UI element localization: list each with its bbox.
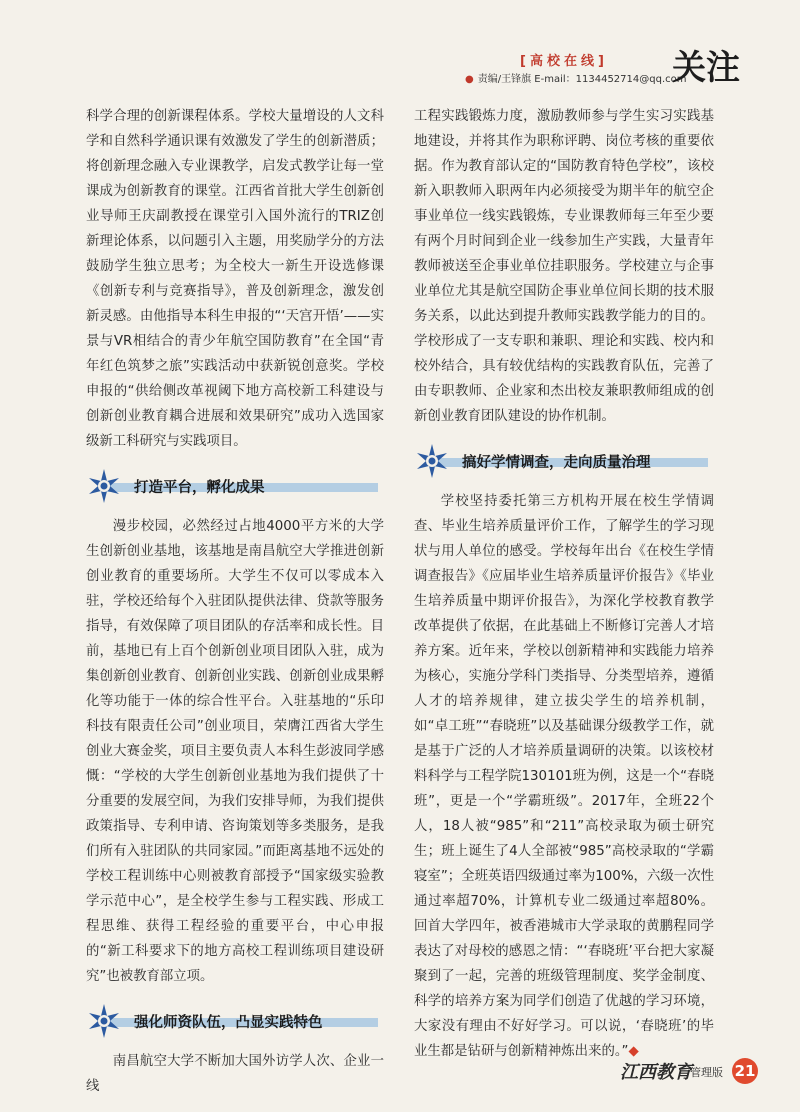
page-header xyxy=(0,0,800,90)
paragraph: 工程实践锻炼力度，激励教师参与学生实习实践基地建设，并将其作为职称评聘、岗位考核的重要依据。作为教育部认定的“国防教育特色学校”，该校新入职教师入职两年内必须接受为期半年的航空企事业单位一线实践锻炼，专业课教师每三年至少要有两个月时间到企业一线参加生产实践，大量青年教师被送至企事业单位挂职服务。学校建立与企事业单位尤其是航空国防企事业单位间长期的技术服务关系，以此达到提升教师实践教学能力的目的。学校形成了一支专职和兼职、理论和实践、校内和校外结合，具有较优结构的实践教育队伍，完善了由专职教师、企业家和杰出校友兼职教师组成的创新创业教育团队建设的协作机制。 xyxy=(414,109,714,424)
left-column xyxy=(86,104,384,1099)
section-heading xyxy=(86,1003,384,1039)
section-title: 打造平台，孵化成果 xyxy=(134,480,265,496)
sun-star-icon xyxy=(86,1003,122,1039)
page-footer xyxy=(620,1058,780,1088)
magazine-name: 江西教育 xyxy=(620,1062,692,1083)
editor-line xyxy=(465,70,687,85)
section-heading xyxy=(414,443,714,479)
editor-text: 责编/王锋旗 E-mail：1134452714@qq.com xyxy=(477,74,687,85)
paragraph: 科学合理的创新课程体系。学校大量增设的人文科学和自然科学通识课有效激发了学生的创新潜质；将创新理念融入专业课教学，启发式教学让每一堂课成为创新教育的课堂。江西省首批大学生创新创业导师王庆副教授在课堂引入国外流行的TRIZ创新理论体系，以问题引入主题，用奖励学分的方法鼓励学生独立思考；为全校大一新生开设选修课《创新专利与竞赛指导》，普及创新理念，激发创新灵感。由他指导本科生申报的“‘天宫开悟’——实景与VR相结合的青少年航空国防教育”在全国“青年红色筑梦之旅”实践活动中获新锐创意奖。学校申报的“供给侧改革视阈下地方高校新工科建设与创新创业教育耦合进展和效果研究”成功入选国家级新工科研究与实践项目。 xyxy=(86,109,384,449)
column-brand-text: 关注 xyxy=(672,48,740,88)
sun-star-icon xyxy=(414,443,450,479)
end-mark-icon: ◆ xyxy=(628,1044,639,1059)
section-heading xyxy=(86,468,384,504)
paragraph xyxy=(414,489,714,1064)
page-number: 21 xyxy=(732,1058,758,1084)
sun-star-icon xyxy=(86,468,122,504)
right-column xyxy=(414,104,714,1064)
bullet-icon: ● xyxy=(465,74,474,85)
paragraph-text: 学校坚持委托第三方机构开展在校生学情调查、毕业生培养质量评价工作，了解学生的学习现状与用人单位的感受。学校每年出台《在校生学情调查报告》《应届毕业生培养质量评价报告》《毕业生培养质量中期评价报告》，为深化学校教育教学改革提供了依据，在此基础上不断修订完善人才培养方案。近年来，学校以创新精神和实践能力培养为核心，实施分学科门类指导、分类型培养，遵循人才的培养规律，建立拔尖学生的培养机制，如“卓工班”“春晓班”以及基础课分级教学工作，就是基于广泛的人才培养质量调研的决策。以该校材料科学与工程学院130101班为例，这是一个“春晓班”，更是一个“学霸班级”。2017年，全班22个人，18人被“985”和“211”高校录取为硕士研究生；班上诞生了4人全部被“985”高校录取的“学霸寝室”；全班英语四级通过率为100%，六级一次性通过率超70%，计算机专业二级通过率超80%。回首大学四年，被香港城市大学录取的黄鹏程同学表达了对母校的感恩之情：“‘春晓班’平台把大家凝聚到了一起，完善的班级管理制度、奖学金制度、科学的培养方案为同学们创造了优越的学习环境，大家没有理由不好好学习。可以说，‘春晓班’的毕业生都是钻研与创新精神炼出来的。” xyxy=(414,494,714,1059)
section-title: 搞好学情调查，走向质量治理 xyxy=(462,455,651,471)
paragraph: 漫步校园，必然经过占地4000平方米的大学生创新创业基地，该基地是南昌航空大学推进创新创业教育的重要场所。大学生不仅可以零成本入驻，学校还给每个入驻团队提供法律、贷款等服务指导，有效保障了项目团队的存活率和成长性。目前，基地已有上百个创新创业项目团队入驻，成为集创新创业教育、创新创业实践、创新创业成果孵化等功能于一体的综合性平台。入驻基地的“乐印科技有限责任公司”创业项目，荣膺江西省大学生创业大赛金奖，项目主要负责人本科生彭波同学感慨：“学校的大学生创新创业基地为我们提供了十分重要的发展空间，为我们安排导师，为我们提供政策指导、专利申请、咨询策划等多类服务，是我们所有入驻团队的共同家园。”而距离基地不远处的学校工程训练中心则被教育部授予“国家级实验教学示范中心”，是全校学生参与工程实践、形成工程思维、获得工程经验的重要平台，中心申报的“新工科要求下的地方高校工程训练项目建设研究”也被教育部立项。 xyxy=(86,519,384,984)
section-title: 强化师资队伍，凸显实践特色 xyxy=(134,1015,323,1031)
column-brand xyxy=(672,40,740,89)
paragraph: 南昌航空大学不断加大国外访学人次、企业一线 xyxy=(86,1054,384,1094)
section-tag: [高校在线] xyxy=(520,54,608,69)
edition-label: 管理版 xyxy=(690,1066,723,1079)
